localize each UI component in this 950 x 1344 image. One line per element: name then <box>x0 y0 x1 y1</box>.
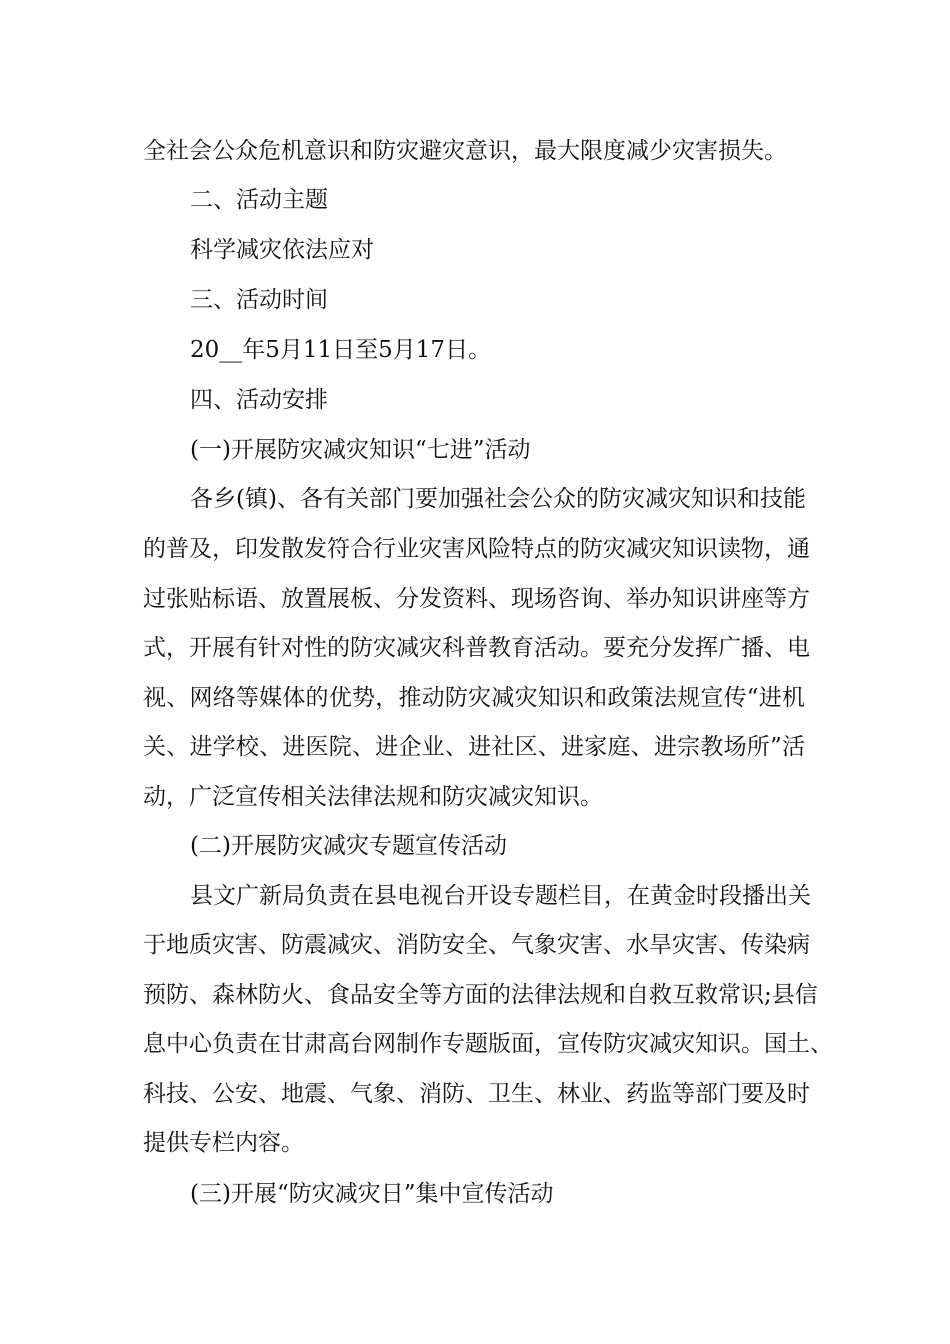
paragraph-line: 于地质灾害、防震减灾、消防安全、气象灾害、水旱灾害、传染病 <box>143 932 810 958</box>
paragraph-line: 提供专栏内容。 <box>143 1130 304 1156</box>
paragraph-line: 视、网络等媒体的优势，推动防灾减灾知识和政策法规宣传“进机 <box>143 685 805 711</box>
paragraph-line: 科技、公安、地震、气象、消防、卫生、林业、药监等部门要及时 <box>143 1081 810 1107</box>
paragraph-line: 20__年5月11日至5月17日。 <box>190 337 492 363</box>
paragraph-line: 动，广泛宣传相关法律法规和防灾减灾知识。 <box>143 784 603 810</box>
section-heading: 三、活动时间 <box>190 287 328 313</box>
paragraph-line: 各乡(镇)、各有关部门要加强社会公众的防灾减灾知识和技能 <box>190 486 806 512</box>
subsection-heading: (二)开展防灾减灾专题宣传活动 <box>190 833 507 859</box>
paragraph-line: 关、进学校、进医院、进企业、进社区、进家庭、进宗教场所”活 <box>143 734 805 760</box>
subsection-heading: (一)开展防灾减灾知识“七进”活动 <box>190 437 531 463</box>
paragraph-line: 过张贴标语、放置展板、分发资料、现场咨询、举办知识讲座等方 <box>143 586 810 612</box>
paragraph-line: 式，开展有针对性的防灾减灾科普教育活动。要充分发挥广播、电 <box>143 635 810 661</box>
section-heading: 二、活动主题 <box>190 187 328 213</box>
section-heading: 四、活动安排 <box>190 387 328 413</box>
subsection-heading: (三)开展“防灾减灾日”集中宣传活动 <box>190 1181 554 1207</box>
paragraph-line: 县文广新局负责在县电视台开设专题栏目，在黄金时段播出关 <box>190 883 811 909</box>
paragraph-line: 的普及，印发散发符合行业灾害风险特点的防灾减灾知识读物，通 <box>143 536 810 562</box>
paragraph-line: 全社会公众危机意识和防灾避灾意识，最大限度减少灾害损失。 <box>143 138 787 164</box>
paragraph-line: 息中心负责在甘肃高台网制作专题版面，宣传防灾减灾知识。国土、 <box>143 1031 833 1057</box>
paragraph-line: 预防、森林防火、食品安全等方面的法律法规和自救互救常识;县信 <box>143 982 818 1008</box>
paragraph-line: 科学减灾依法应对 <box>190 237 374 263</box>
